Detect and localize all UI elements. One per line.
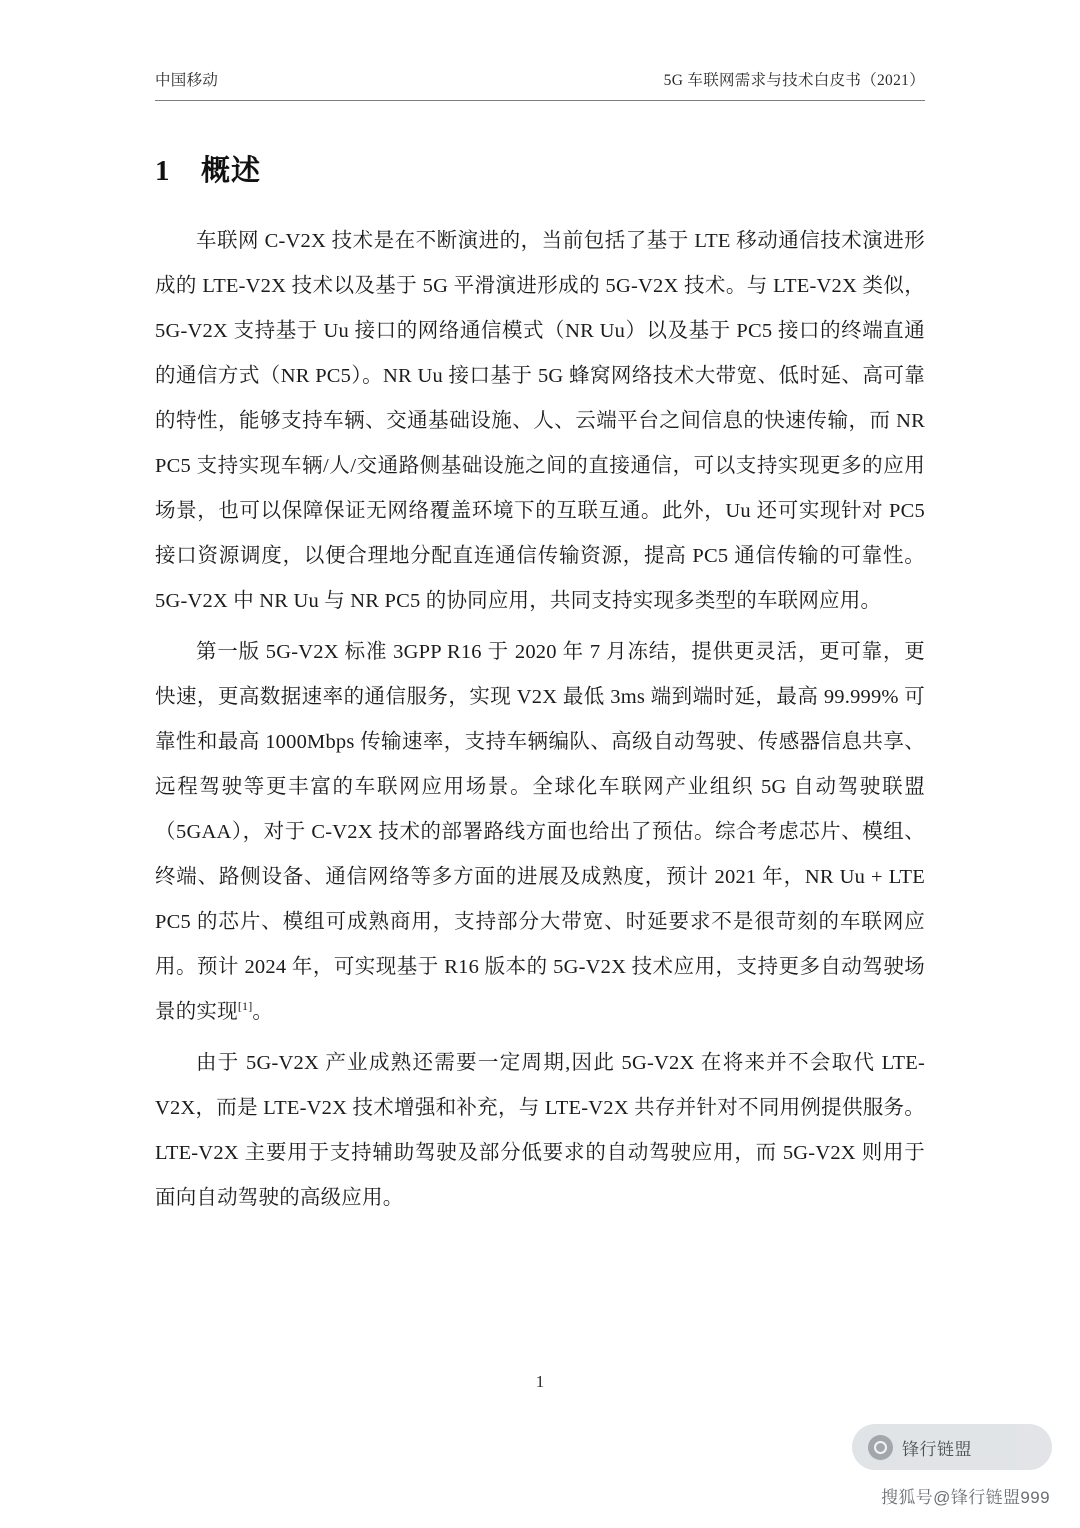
paragraph-2: [155, 630, 925, 1035]
page-header: [155, 68, 925, 90]
footnote-tail: 。: [252, 1001, 274, 1023]
watermark-badge: [852, 1424, 1052, 1470]
paragraph-1: 车联网 C-V2X 技术是在不断演进的，当前包括了基于 LTE 移动通信技术演进形成的 LTE-V2X 技术以及基于 5G 平滑演进形成的 5G-V2X 技术。与 LTE-V2X 类似，5G-V2X 支持基于 Uu 接口的网络通信模式（NR Uu）以及基于 PC5 接口的终端直通的通信方式（NR PC5）。NR Uu 接口基于 5G 蜂窝网络技术大带宽、低时延、高可靠的特性，能够支持车辆、交通基础设施、人、云端平台之间信息的快速传输，而 NR PC5 支持实现车辆/人/交通路侧基础设施之间的直接通信，可以支持实现更多的应用场景，也可以保障保证无网络覆盖环境下的互联互通。此外，Uu 还可实现针对 PC5 接口资源调度，以便合理地分配直连通信传输资源，提高 PC5 通信传输的可靠性。5G-V2X 中 NR Uu 与 NR PC5 的协同应用，共同支持实现多类型的车联网应用。: [155, 230, 925, 612]
section-number: 1: [155, 155, 171, 187]
paragraph-2-text: 第一版 5G-V2X 标准 3GPP R16 于 2020 年 7 月冻结，提供更灵活，更可靠，更快速，更高数据速率的通信服务，实现 V2X 最低 3ms 端到端时延，最高 99.999% 可靠性和最高 1000Mbps 传输速率，支持车辆编队、高级自动驾驶、传感器信息共享、远程驾驶等更丰富的车联网应用场景。全球化车联网产业组织 5G 自动驾驶联盟（5GAA），对于 C-V2X 技术的部署路线方面也给出了预估。综合考虑芯片、模组、终端、路侧设备、通信网络等多方面的进展及成熟度，预计 2021 年，NR Uu + LTE PC5 的芯片、模组可成熟商用，支持部分大带宽、时延要求不是很苛刻的车联网应用。预计 2024 年，可实现基于 R16 版本的 5G-V2X 技术应用，支持更多自动驾驶场景的实现: [155, 641, 925, 1023]
page-number: 1: [535, 1372, 545, 1391]
footnote-reference: [1]: [237, 999, 253, 1014]
watermark-logo-icon: [868, 1435, 893, 1460]
section-title-text: 概述: [201, 155, 262, 187]
paragraph-3: 由于 5G-V2X 产业成熟还需要一定周期,因此 5G-V2X 在将来并不会取代 LTE-V2X，而是 LTE-V2X 技术增强和补充，与 LTE-V2X 共存并针对不同用例提供服务。LTE-V2X 主要用于支持辅助驾驶及部分低要求的自动驾驶应用，而 5G-V2X 则用于面向自动驾驶的高级应用。: [155, 1052, 925, 1209]
page-content: [155, 148, 925, 1227]
watermark-subtext: 搜狐号@锋行链盟999: [880, 1488, 1050, 1507]
header-left-text: 中国移动: [155, 72, 219, 89]
watermark-label: 锋行链盟: [902, 1439, 972, 1459]
header-right-text: 5G 车联网需求与技术白皮书（2021）: [663, 72, 925, 89]
section-heading: [155, 148, 925, 189]
header-divider: [155, 100, 925, 101]
